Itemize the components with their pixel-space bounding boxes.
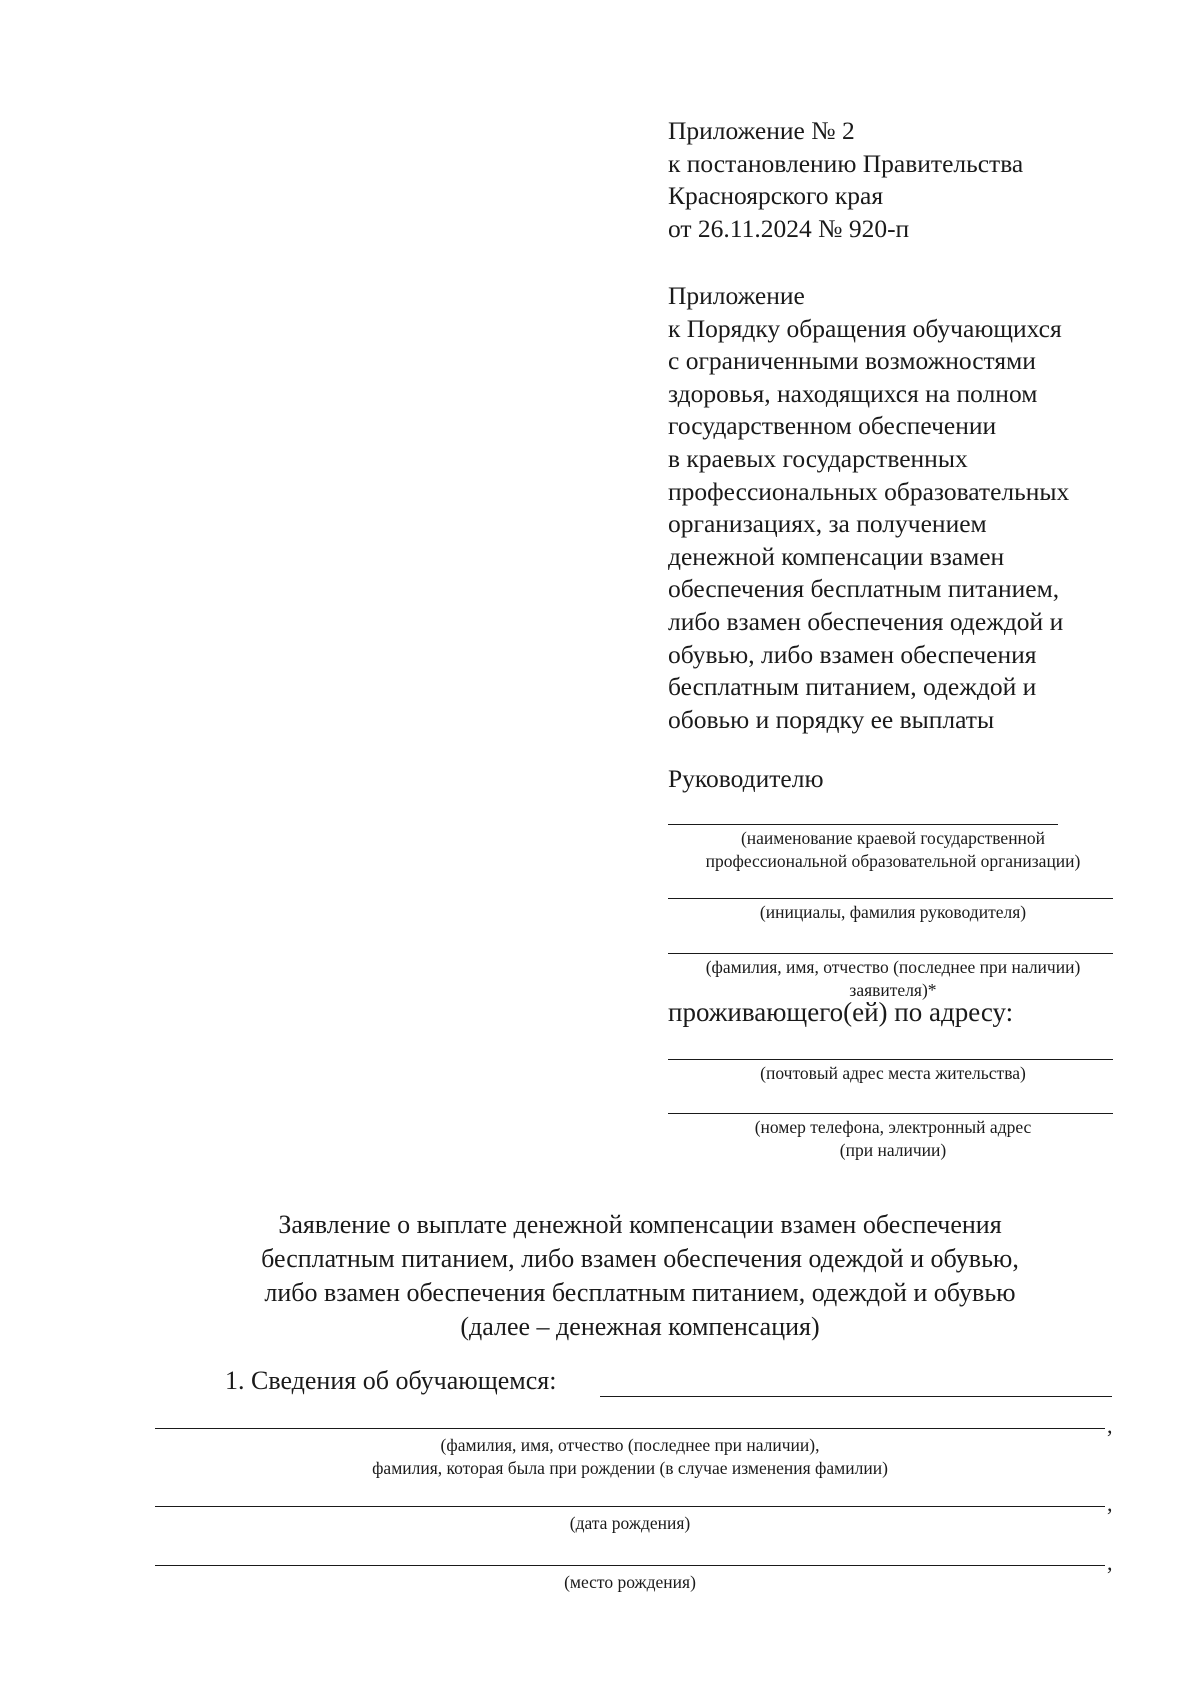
student-name-caption: (фамилия, имя, отчество (последнее при наличии), фамилия, которая была при рождении (в случае изменения фамилии): [372, 1435, 888, 1478]
appendix-line: Приложение: [668, 281, 805, 310]
appendix-line: либо взамен обеспечения одеждой и: [668, 606, 1064, 636]
statement-title: [180, 1208, 1100, 1344]
org-name-fill-line[interactable]: [668, 824, 1058, 825]
appendix-line: в краевых государственных: [668, 443, 968, 473]
addressee-label: Руководителю: [668, 764, 824, 793]
appendix-line: обеспечения бесплатным питанием,: [668, 574, 1060, 604]
section-1-label: 1. Сведения об обучающемся:: [225, 1366, 557, 1395]
appendix-line: обувью, либо взамен обеспечения: [668, 639, 1037, 669]
appendix-2-header: [668, 115, 1023, 245]
birthplace-fill-line[interactable]: [155, 1565, 1105, 1566]
statement-title-line: либо взамен обеспечения бесплатным питанием, одеждой и обувью: [264, 1278, 1016, 1307]
appendix-2-line: к постановлению Правительства: [668, 148, 1024, 178]
org-name-caption: (наименование краевой государственной профессиональной образовательной организации): [705, 828, 1081, 871]
head-name-caption: (инициалы, фамилия руководителя): [759, 902, 1027, 922]
addressee-title: [668, 763, 824, 796]
applicant-name-caption: (фамилия, имя, отчество (последнее при наличии) заявителя)*: [705, 957, 1081, 1000]
contact-fill-line[interactable]: [668, 1113, 1113, 1114]
appendix-2-line: от 26.11.2024 № 920-п: [668, 213, 910, 243]
appendix-procedure-header: [668, 280, 1069, 736]
appendix-line: к Порядку обращения обучающихся: [668, 313, 1062, 343]
appendix-line: здоровья, находящихся на полном: [668, 378, 1038, 408]
comma-mark: ,: [1107, 1491, 1113, 1516]
birthdate-fill-line[interactable]: [155, 1506, 1105, 1507]
statement-title-line: Заявление о выплате денежной компенсации взамен обеспечения: [278, 1210, 1002, 1239]
appendix-line: денежной компенсации взамен: [668, 541, 1005, 571]
comma-mark: ,: [1107, 1413, 1113, 1438]
statement-title-line: (далее – денежная компенсация): [460, 1312, 820, 1341]
appendix-line: организациях, за получением: [668, 509, 987, 539]
statement-title-line: бесплатным питанием, либо взамен обеспечения одеждой и обувью,: [261, 1244, 1019, 1273]
appendix-line: обовью и порядку ее выплаты: [668, 704, 995, 734]
postal-address-fill-line[interactable]: [668, 1059, 1113, 1060]
student-name-fill-line[interactable]: [155, 1428, 1105, 1429]
appendix-line: государственном обеспечении: [668, 411, 997, 441]
appendix-2-line: Красноярского края: [668, 181, 884, 211]
head-name-fill-line[interactable]: [668, 898, 1113, 899]
appendix-2-line: Приложение № 2: [668, 116, 855, 145]
appendix-line: с ограниченными возможностями: [668, 346, 1036, 376]
contact-caption: (номер телефона, электронный адрес (при наличии): [754, 1117, 1032, 1160]
birthplace-caption: (место рождения): [564, 1572, 696, 1592]
residing-address-label: проживающего(ей) по адресу:: [668, 997, 1014, 1027]
student-info-fill-line[interactable]: [600, 1396, 1112, 1397]
appendix-line: бесплатным питанием, одеждой и: [668, 672, 1037, 702]
applicant-name-fill-line[interactable]: [668, 953, 1113, 954]
postal-address-caption: (почтовый адрес места жительства): [760, 1063, 1026, 1083]
birthdate-caption: (дата рождения): [569, 1513, 691, 1533]
appendix-line: профессиональных образовательных: [668, 476, 1070, 506]
comma-mark: ,: [1107, 1550, 1113, 1575]
